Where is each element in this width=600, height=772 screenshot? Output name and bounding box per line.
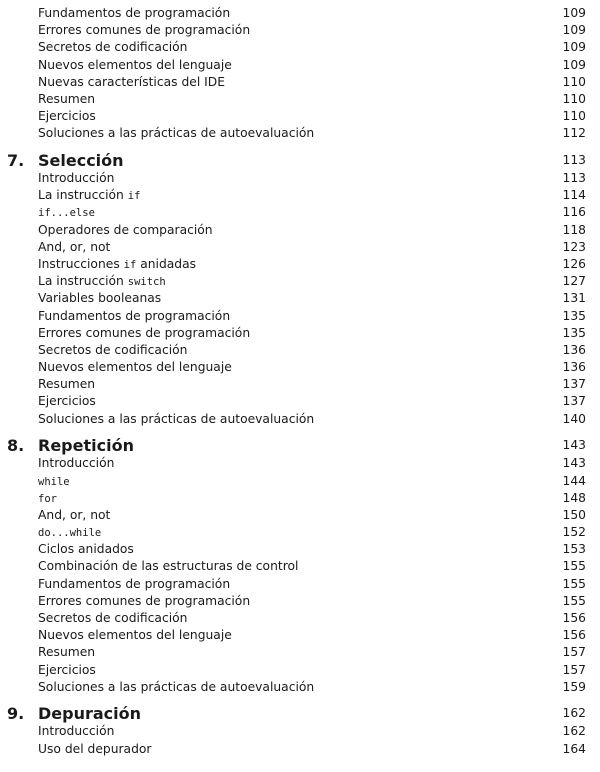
toc-entry — [0, 22, 600, 39]
toc-entry — [0, 524, 600, 541]
entry-title — [38, 741, 151, 758]
entry-text: And, or, not — [38, 507, 111, 522]
entry-text: Fundamentos de programación — [38, 576, 231, 591]
entry-title — [38, 74, 225, 91]
toc-entry — [0, 411, 600, 428]
entry-title — [38, 473, 70, 491]
entry-title — [38, 558, 298, 575]
page-number: 143 — [562, 438, 586, 453]
toc-section — [0, 704, 600, 757]
toc-entry — [0, 644, 600, 661]
page-number: 155 — [562, 576, 586, 591]
entry-title — [38, 627, 232, 644]
chapter-number: 7. — [7, 151, 25, 170]
entry-title — [38, 342, 187, 359]
chapter-title: Repetición — [38, 436, 134, 456]
entry-title — [38, 644, 95, 661]
page-number: 157 — [562, 645, 586, 660]
entry-title — [38, 125, 314, 142]
page-number: 159 — [562, 679, 586, 694]
entry-text: Instrucciones — [38, 256, 124, 271]
toc-section — [0, 436, 600, 696]
entry-text: Ejercicios — [38, 662, 96, 677]
toc-entry — [0, 108, 600, 125]
toc-entry — [0, 239, 600, 256]
page-number: 114 — [562, 188, 586, 203]
page-number: 137 — [562, 394, 586, 409]
entry-title — [38, 273, 166, 291]
entry-title — [38, 5, 230, 22]
toc-entry — [0, 91, 600, 108]
page-number: 164 — [562, 741, 586, 756]
entry-text: Secretos de codificación — [38, 342, 188, 357]
entry-title — [38, 507, 110, 524]
toc-entry — [0, 576, 600, 593]
toc-entry — [0, 273, 600, 290]
toc-entry — [0, 541, 600, 558]
page-number: 135 — [562, 325, 586, 340]
entry-text: Ejercicios — [38, 394, 96, 409]
page-number: 155 — [562, 559, 586, 574]
entry-title — [38, 22, 250, 39]
toc-entry — [0, 204, 600, 221]
entry-text: anidadas — [136, 256, 197, 271]
entry-text: Uso del depurador — [38, 741, 152, 756]
entry-title — [38, 524, 101, 542]
code-keyword: do...while — [38, 527, 102, 540]
toc-entry — [0, 393, 600, 410]
page-number: 137 — [562, 377, 586, 392]
entry-title — [38, 541, 134, 558]
entry-text: Nuevos elementos del lenguaje — [38, 360, 232, 375]
entry-title — [38, 325, 250, 342]
toc-entry — [0, 187, 600, 204]
page-number: 116 — [562, 205, 586, 220]
page-number: 157 — [562, 662, 586, 677]
entry-text: Nuevos elementos del lenguaje — [38, 628, 232, 643]
toc-entry — [0, 627, 600, 644]
page-number: 140 — [562, 411, 586, 426]
entry-text: Nuevos elementos del lenguaje — [38, 57, 232, 72]
toc-entry — [0, 39, 600, 56]
entry-title — [38, 108, 96, 125]
page-number: 143 — [562, 456, 586, 471]
code-keyword: for — [38, 492, 57, 505]
page-number: 155 — [562, 593, 586, 608]
page-number: 162 — [562, 724, 586, 739]
chapter-heading — [0, 436, 600, 455]
toc-entry — [0, 359, 600, 376]
page-number: 135 — [562, 308, 586, 323]
page-number: 136 — [562, 342, 586, 357]
entry-title — [38, 411, 314, 428]
entry-title — [38, 222, 213, 239]
page-number: 109 — [562, 57, 586, 72]
code-keyword: while — [38, 475, 70, 488]
page-number: 109 — [562, 40, 586, 55]
chapter-number: 8. — [7, 436, 25, 456]
entry-text: La instrucción — [38, 188, 128, 203]
entry-text: Combinación de las estructuras de control — [38, 559, 299, 574]
page-number: 109 — [562, 6, 586, 20]
entry-title — [38, 679, 314, 696]
toc-entry — [0, 125, 600, 142]
toc-entry — [0, 455, 600, 472]
entry-title — [38, 204, 95, 222]
entry-text: Variables booleanas — [38, 291, 162, 306]
code-keyword: switch — [127, 276, 166, 289]
entry-title — [38, 256, 196, 274]
page-number: 110 — [562, 109, 586, 124]
entry-text: Secretos de codificación — [38, 611, 188, 625]
page-number: 123 — [562, 239, 586, 254]
toc-entry — [0, 490, 600, 507]
page-number: 136 — [562, 360, 586, 375]
entry-text: Soluciones a las prácticas de autoevaluación — [38, 126, 315, 141]
entry-text: And, or, not — [38, 239, 111, 254]
entry-text: Ejercicios — [38, 109, 96, 124]
chapter-heading — [0, 151, 600, 170]
code-keyword: if...else — [38, 207, 95, 220]
entry-title — [38, 39, 187, 56]
entry-title — [38, 91, 95, 108]
code-keyword: if — [127, 190, 141, 203]
entry-title — [38, 662, 96, 679]
table-of-contents — [0, 5, 600, 758]
chapter-title: Depuración — [38, 704, 142, 724]
code-keyword: if — [123, 258, 137, 271]
page-number: 131 — [562, 291, 586, 306]
entry-text: Errores comunes de programación — [38, 23, 251, 38]
toc-entry — [0, 376, 600, 393]
entry-text: Resumen — [38, 645, 96, 660]
entry-text: Ciclos anidados — [38, 542, 134, 557]
entry-title — [38, 187, 140, 205]
toc-entry — [0, 558, 600, 575]
entry-title — [38, 239, 110, 256]
toc-entry — [0, 222, 600, 239]
entry-title — [38, 610, 187, 627]
toc-entry — [0, 610, 600, 627]
toc-entry — [0, 256, 600, 273]
entry-text: La instrucción — [38, 274, 128, 289]
toc-entry — [0, 342, 600, 359]
page-number: 148 — [562, 490, 586, 505]
entry-text: Soluciones a las prácticas de autoevaluación — [38, 679, 315, 694]
toc-entry — [0, 308, 600, 325]
entry-title — [38, 393, 96, 410]
page-number: 118 — [562, 222, 586, 237]
entry-text: Secretos de codificación — [38, 40, 188, 55]
page-number: 126 — [562, 256, 586, 271]
toc-entry — [0, 74, 600, 91]
entry-text: Resumen — [38, 377, 96, 392]
page-number: 150 — [562, 507, 586, 522]
page-number: 110 — [562, 74, 586, 89]
toc-entry — [0, 507, 600, 524]
entry-title — [38, 308, 230, 325]
entry-text: Fundamentos de programación — [38, 6, 231, 20]
entry-text: Errores comunes de programación — [38, 325, 251, 340]
entry-title — [38, 576, 230, 593]
entry-text: Operadores de comparación — [38, 222, 213, 237]
toc-entry — [0, 5, 600, 22]
toc-entry — [0, 57, 600, 74]
entry-title — [38, 376, 95, 393]
toc-entry — [0, 325, 600, 342]
entry-title — [38, 723, 114, 740]
entry-title — [38, 359, 232, 376]
entry-text: Nuevas características del IDE — [38, 74, 226, 89]
page-number: 113 — [562, 153, 586, 167]
page-number: 127 — [562, 274, 586, 289]
chapter-number: 9. — [7, 704, 25, 724]
toc-entry — [0, 170, 600, 187]
page-number: 110 — [562, 91, 586, 106]
entry-text: Introducción — [38, 724, 115, 739]
chapter-heading — [0, 704, 600, 723]
toc-entry — [0, 741, 600, 758]
page-number: 109 — [562, 23, 586, 38]
page-number: 156 — [562, 611, 586, 625]
entry-text: Introducción — [38, 456, 115, 471]
entry-title — [38, 57, 232, 74]
toc-entry — [0, 662, 600, 679]
toc-section — [0, 151, 600, 428]
toc-entry — [0, 723, 600, 740]
chapter-title: Selección — [38, 151, 124, 170]
entry-text: Resumen — [38, 91, 96, 106]
entry-title — [38, 490, 57, 508]
toc-entry — [0, 593, 600, 610]
entry-title — [38, 170, 114, 187]
page-number: 152 — [562, 525, 586, 540]
page-number: 156 — [562, 628, 586, 643]
entry-title — [38, 593, 250, 610]
entry-text: Errores comunes de programación — [38, 593, 251, 608]
entry-title — [38, 290, 161, 307]
toc-entry — [0, 473, 600, 490]
entry-text: Soluciones a las prácticas de autoevaluación — [38, 411, 315, 426]
page-number: 144 — [562, 473, 586, 488]
toc-entry — [0, 679, 600, 696]
page-number: 153 — [562, 542, 586, 557]
toc-entry — [0, 290, 600, 307]
entry-text: Fundamentos de programación — [38, 308, 231, 323]
toc-section — [0, 5, 600, 143]
entry-text: Introducción — [38, 171, 115, 185]
page-number: 112 — [562, 126, 586, 141]
entry-title — [38, 455, 114, 472]
page-number: 162 — [562, 706, 586, 721]
page-number: 113 — [562, 171, 586, 185]
